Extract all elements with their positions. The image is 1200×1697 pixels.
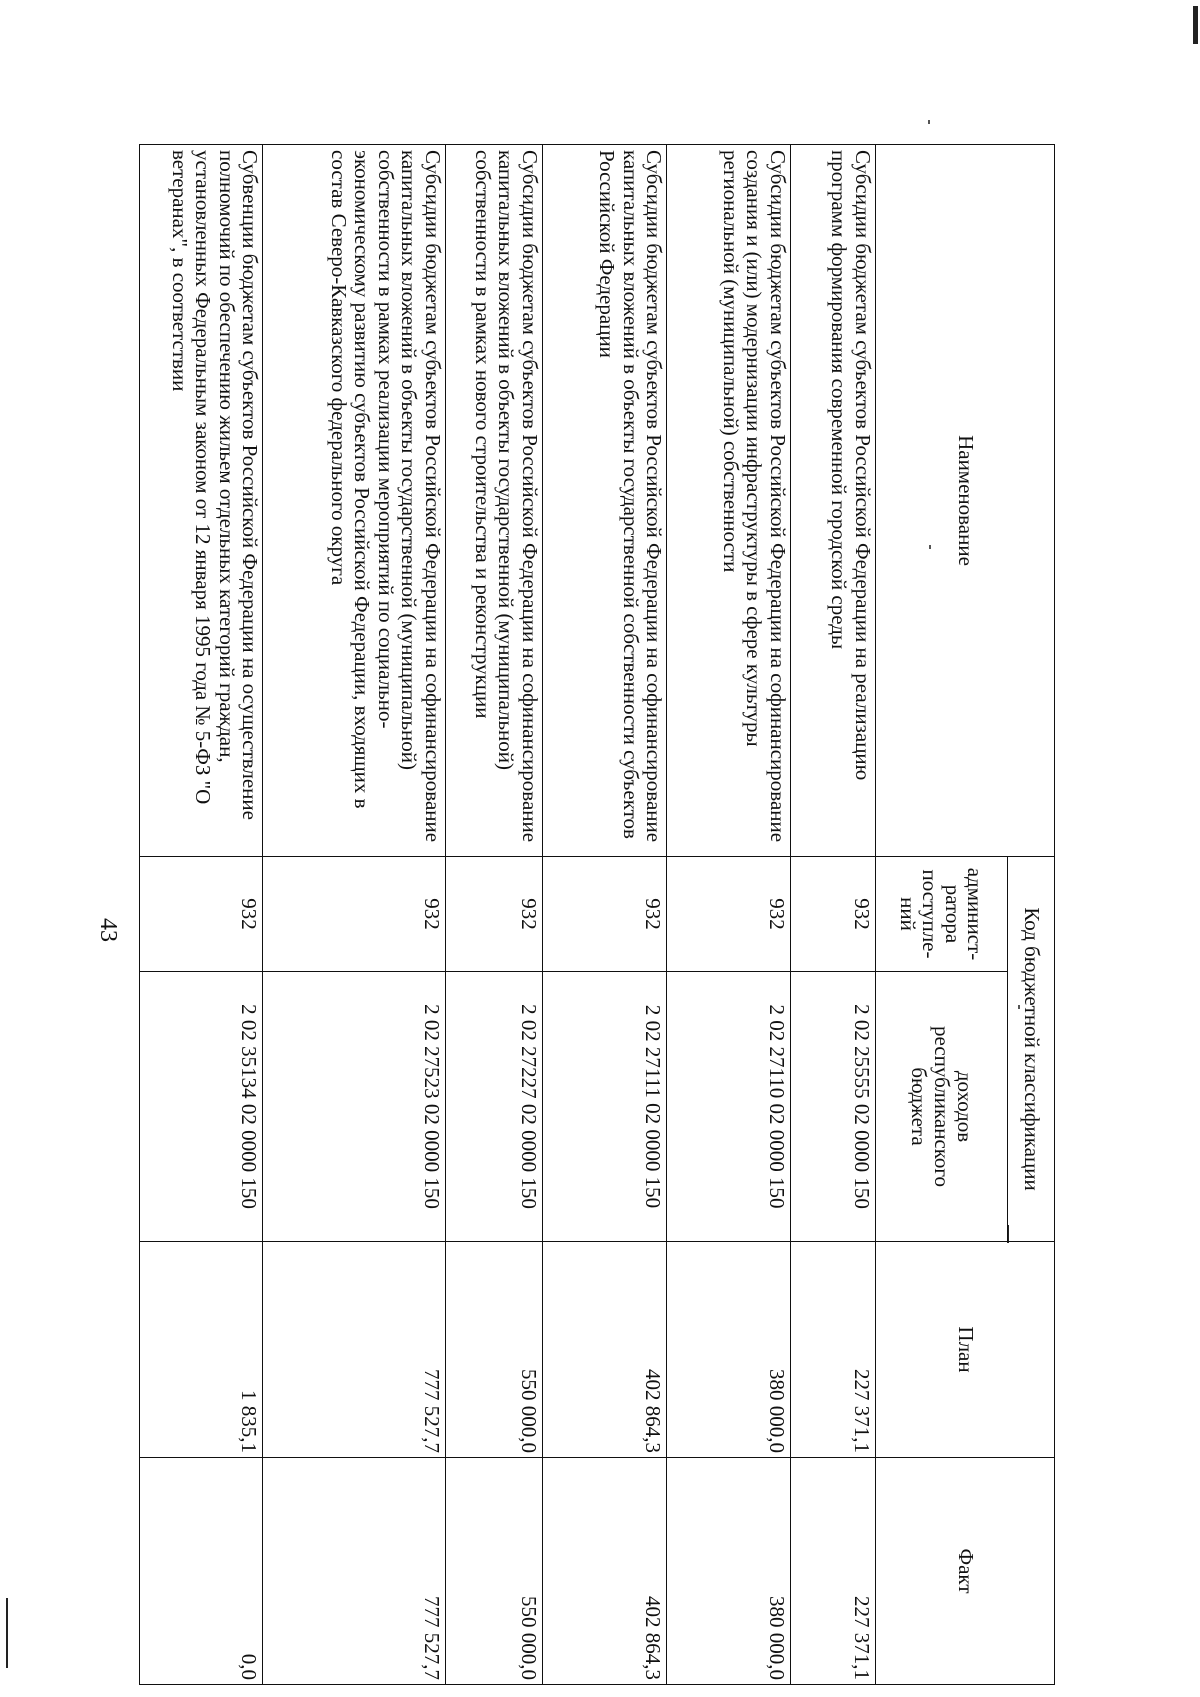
row-fact: 380 000,0 <box>667 1458 790 1685</box>
header-name: Наименование <box>876 145 1055 857</box>
table-row <box>140 145 263 1685</box>
table-header <box>876 145 1055 1685</box>
row-plan: 1 835,1 <box>140 1242 263 1458</box>
table-row <box>263 145 445 1685</box>
header-fact: Факт <box>876 1458 1055 1685</box>
table-row <box>445 145 542 1685</box>
row-admin-code: 932 <box>790 857 875 972</box>
row-admin-code: 932 <box>263 857 445 972</box>
header-administrator: админист- ратора поступле- ний <box>876 857 1008 972</box>
row-plan: 402 864,3 <box>542 1242 667 1458</box>
row-name: Субсидии бюджетам субъектов Российской Федерации на софинансирование капитальных вложений в объекты государственной собственности субъектов Российской Федерации <box>542 145 667 857</box>
row-fact: 550 000,0 <box>445 1458 542 1685</box>
row-name: Субсидии бюджетам субъектов Российской Федерации на софинансирование капитальных вложений в объекты государственной (муниципальной) собственности в рамках реализации мероприятий по социально-экономическому развитию субъектов Российской Федерации, входящих в состав Северо-Кавказского федерального округа <box>263 145 445 857</box>
row-revenue-code: 2 02 35134 02 0000 150 <box>140 972 263 1242</box>
row-name: Субсидии бюджетам субъектов Российской Федерации на софинансирование капитальных вложений в объекты государственной (муниципальной) собственности в рамках нового строительства и реконструкции <box>445 145 542 857</box>
row-revenue-code: 2 02 27523 02 0000 150 <box>263 972 445 1242</box>
row-fact: 402 864,3 <box>542 1458 667 1685</box>
row-plan: 380 000,0 <box>667 1242 790 1458</box>
row-name: Субсидии бюджетам субъектов Российской Федерации на реализацию программ формирования современной городской среды <box>790 145 875 857</box>
budget-revenue-table <box>139 144 1055 1685</box>
row-fact: 0,0 <box>140 1458 263 1685</box>
row-revenue-code: 2 02 27227 02 0000 150 <box>445 972 542 1242</box>
header-revenue-code: доходов республиканского бюджета <box>876 972 1008 1242</box>
row-admin-code: 932 <box>445 857 542 972</box>
row-name: Субсидии бюджетам субъектов Российской Федерации на софинансирование создания и (или) модернизации инфраструктуры в сфере культуры региональной (муниципальной) собственности <box>667 145 790 857</box>
table-row <box>667 145 790 1685</box>
row-plan: 550 000,0 <box>445 1242 542 1458</box>
header-code-group: Код бюджетной классификации <box>1008 857 1055 1242</box>
row-admin-code: 932 <box>140 857 263 972</box>
row-plan: 777 527,7 <box>263 1242 445 1458</box>
page-number: 43 <box>95 918 121 942</box>
row-plan: 227 371,1 <box>790 1242 875 1458</box>
row-fact: 227 371,1 <box>790 1458 875 1685</box>
table-row <box>542 145 667 1685</box>
header-plan: План <box>876 1242 1055 1458</box>
table-row <box>790 145 875 1685</box>
row-admin-code: 932 <box>542 857 667 972</box>
row-revenue-code: 2 02 27110 02 0000 150 <box>667 972 790 1242</box>
row-revenue-code: 2 02 27111 02 0000 150 <box>542 972 667 1242</box>
row-name: Субвенции бюджетам субъектов Российской Федерации на осуществление полномочий по обеспечению жильем отдельных категорий граждан, установленных Федеральным законом от 12 января 1995 года № 5-ФЗ "О ветеранах", в соответствии <box>140 145 263 857</box>
row-admin-code: 932 <box>667 857 790 972</box>
row-fact: 777 527,7 <box>263 1458 445 1685</box>
row-revenue-code: 2 02 25555 02 0000 150 <box>790 972 875 1242</box>
